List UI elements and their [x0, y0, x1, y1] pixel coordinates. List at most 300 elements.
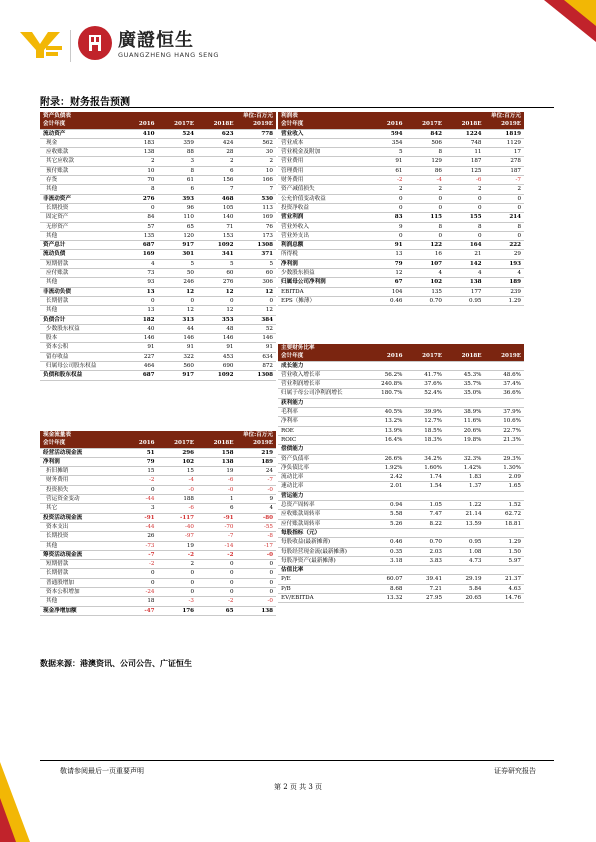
- table-cell: 22.7%: [485, 426, 525, 435]
- table-cell: 1.74: [406, 473, 446, 482]
- table-row: [278, 398, 524, 407]
- table-cell: 222: [485, 241, 525, 250]
- table-cell: 778: [237, 129, 277, 138]
- row-label: 投资损失: [40, 485, 118, 494]
- table-cell: -47: [118, 606, 158, 615]
- seal-icon: [78, 26, 112, 60]
- table-cell: -2: [118, 560, 158, 569]
- table-cell: -7: [237, 476, 277, 485]
- table-cell: 10: [118, 166, 158, 175]
- row-label: 固定资产: [40, 213, 118, 222]
- table-cell: 166: [237, 176, 277, 185]
- table-row: [278, 370, 524, 379]
- table-cell: 21.37: [485, 575, 525, 584]
- table-row: [278, 519, 524, 528]
- table-row: [40, 324, 276, 333]
- table-cell: [485, 398, 525, 407]
- column-header: 2019E: [485, 120, 525, 129]
- table-cell: 1.52: [485, 501, 525, 510]
- table-cell: -4: [406, 176, 446, 185]
- table-cell: [406, 445, 446, 454]
- row-label: 营业外支出: [278, 231, 366, 240]
- table-row: [40, 157, 276, 166]
- row-label: 负债合计: [40, 315, 118, 324]
- table-cell: 7: [237, 185, 277, 194]
- brand-name-cn: 廣證恒生: [118, 30, 194, 51]
- table-cell: 129: [406, 157, 446, 166]
- table-cell: -0: [237, 550, 277, 559]
- row-label: 留存收益: [40, 352, 118, 361]
- row-label: 其它应收款: [40, 157, 118, 166]
- table-row: [278, 435, 524, 444]
- table-cell: 8: [445, 222, 485, 231]
- table-row: [278, 473, 524, 482]
- table-cell: 27.95: [406, 594, 446, 603]
- table-cell: 0: [445, 203, 485, 212]
- table-cell: 1: [197, 495, 237, 504]
- table-row: [40, 296, 276, 305]
- table-cell: 193: [485, 259, 525, 268]
- table-row: [278, 129, 524, 138]
- table-cell: 2: [118, 157, 158, 166]
- table-row: [278, 556, 524, 565]
- table-cell: 687: [118, 371, 158, 380]
- table-cell: 3: [118, 504, 158, 513]
- table-cell: -6: [445, 176, 485, 185]
- row-label: 利润总额: [278, 241, 366, 250]
- table-cell: 32.3%: [445, 454, 485, 463]
- table-cell: 187: [485, 166, 525, 175]
- row-label: P/B: [278, 584, 366, 593]
- table-cell: 12: [158, 306, 198, 315]
- table-cell: 156: [197, 176, 237, 185]
- table-title: 利润表: [278, 112, 445, 120]
- table-cell: [485, 528, 525, 537]
- table-title: 主要财务比率: [278, 344, 524, 352]
- table-row: [40, 588, 276, 597]
- table-cell: 4: [237, 504, 277, 513]
- table-row: [278, 259, 524, 268]
- table-cell: 0: [158, 578, 198, 587]
- table-cell: 60: [197, 269, 237, 278]
- corner-decoration-icon: [534, 0, 596, 42]
- table-row: [40, 467, 276, 476]
- row-label: 总资产周转率: [278, 501, 366, 510]
- table-cell: 107: [406, 259, 446, 268]
- table-cell: 246: [158, 278, 198, 287]
- row-label: 筹资活动现金流: [40, 550, 118, 559]
- table-cell: 371: [237, 250, 277, 259]
- table-cell: 158: [197, 448, 237, 457]
- row-label: 其它: [40, 504, 118, 513]
- column-header: 会计年度: [278, 352, 366, 361]
- table-cell: 182: [118, 315, 158, 324]
- table-cell: -80: [237, 513, 277, 522]
- table-cell: -2: [158, 550, 198, 559]
- table-cell: 8: [485, 222, 525, 231]
- table-cell: 1308: [237, 241, 277, 250]
- row-label: 存货: [40, 176, 118, 185]
- row-label: 公允价值变动收益: [278, 194, 366, 203]
- table-cell: 36.6%: [485, 389, 525, 398]
- row-label: 归属母公司股东权益: [40, 362, 118, 371]
- table-cell: 0: [406, 231, 446, 240]
- table-cell: 73: [118, 269, 158, 278]
- table-cell: 239: [485, 287, 525, 296]
- column-header: 2017E: [158, 120, 198, 129]
- table-cell: 173: [237, 231, 277, 240]
- table-cell: 0: [118, 296, 158, 305]
- table-row: [40, 166, 276, 175]
- row-label: P/E: [278, 575, 366, 584]
- table-cell: 102: [406, 278, 446, 287]
- row-label: 营业利润: [278, 213, 366, 222]
- table-cell: 2.09: [485, 473, 525, 482]
- table-cell: 1.60%: [406, 463, 446, 472]
- row-label: 股本: [40, 334, 118, 343]
- table-row: [278, 584, 524, 593]
- row-label: 营业税金及附加: [278, 148, 366, 157]
- row-label: 速动比率: [278, 482, 366, 491]
- table-cell: 301: [158, 250, 198, 259]
- column-header: 2016: [118, 439, 158, 448]
- table-cell: 1.54: [406, 482, 446, 491]
- table-cell: 29: [485, 250, 525, 259]
- row-label: 现金净增加额: [40, 606, 118, 615]
- footer-report-type: 证券研究报告: [494, 767, 536, 775]
- table-cell: 155: [445, 213, 485, 222]
- table-cell: 56.2%: [366, 370, 406, 379]
- table-cell: 138: [445, 278, 485, 287]
- table-row: [278, 231, 524, 240]
- row-label: 估值比率: [278, 566, 366, 575]
- yf-logo-icon: [20, 28, 64, 62]
- table-row: [278, 213, 524, 222]
- table-cell: 594: [366, 129, 406, 138]
- company-logo: [20, 24, 220, 68]
- table-header-row: [40, 439, 276, 448]
- table-cell: 1.92%: [366, 463, 406, 472]
- table-row: [278, 166, 524, 175]
- table-cell: 524: [158, 129, 198, 138]
- table-cell: [445, 491, 485, 500]
- table-cell: 7.21: [406, 584, 446, 593]
- table-cell: 8: [406, 222, 446, 231]
- table-cell: 4: [445, 269, 485, 278]
- table-row: [278, 417, 524, 426]
- table-cell: 393: [158, 194, 198, 203]
- row-label: 每股收益(最新摊薄): [278, 538, 366, 547]
- cashflow-table: [40, 431, 276, 616]
- table-row: [278, 138, 524, 147]
- table-cell: [366, 361, 406, 370]
- table-cell: 4.73: [445, 556, 485, 565]
- table-cell: 140: [197, 213, 237, 222]
- row-label: 资产负债率: [278, 454, 366, 463]
- table-cell: 872: [237, 362, 277, 371]
- table-cell: 1.42%: [445, 463, 485, 472]
- table-cell: 1308: [237, 371, 277, 380]
- table-cell: [406, 398, 446, 407]
- table-cell: -44: [118, 495, 158, 504]
- table-cell: 5.97: [485, 556, 525, 565]
- brand-name-en: GUANGZHENG HANG SENG: [118, 51, 219, 59]
- table-cell: 13.59: [445, 519, 485, 528]
- table-row: [40, 550, 276, 559]
- balance-sheet-table: [40, 112, 276, 381]
- table-cell: 18.5%: [406, 426, 446, 435]
- table-row: [40, 222, 276, 231]
- table-cell: 65: [197, 606, 237, 615]
- table-cell: 5: [237, 259, 277, 268]
- table-cell: 214: [485, 213, 525, 222]
- title-rule: [40, 107, 554, 108]
- column-header: 2016: [366, 352, 406, 361]
- table-cell: [445, 361, 485, 370]
- table-cell: 453: [197, 352, 237, 361]
- table-cell: 37.6%: [406, 380, 446, 389]
- table-cell: 28: [197, 148, 237, 157]
- table-cell: 17: [485, 148, 525, 157]
- table-cell: 1.65: [485, 482, 525, 491]
- column-header: 2018E: [197, 439, 237, 448]
- table-cell: -6: [197, 476, 237, 485]
- table-cell: 1819: [485, 129, 525, 138]
- column-header: 2018E: [445, 120, 485, 129]
- table-cell: 5: [197, 259, 237, 268]
- table-row: [40, 522, 276, 531]
- table-row: [278, 278, 524, 287]
- table-cell: [445, 528, 485, 537]
- row-label: 营运能力: [278, 491, 366, 500]
- table-cell: 0: [406, 203, 446, 212]
- table-cell: 12.7%: [406, 417, 446, 426]
- table-row: [278, 269, 524, 278]
- table-cell: 410: [118, 129, 158, 138]
- table-cell: -0: [237, 485, 277, 494]
- table-cell: 1092: [197, 371, 237, 380]
- table-cell: 13.2%: [366, 417, 406, 426]
- table-cell: 7.47: [406, 510, 446, 519]
- table-row: [278, 528, 524, 537]
- table-cell: -0: [197, 485, 237, 494]
- row-label: 偿债能力: [278, 445, 366, 454]
- row-label: 长期借款: [40, 569, 118, 578]
- table-cell: 61: [158, 176, 198, 185]
- table-cell: 8.22: [406, 519, 446, 528]
- row-label: 营业外收入: [278, 222, 366, 231]
- table-cell: -7: [485, 176, 525, 185]
- table-cell: -0: [237, 597, 277, 606]
- table-cell: 21: [445, 250, 485, 259]
- table-row: [40, 362, 276, 371]
- table-cell: [406, 491, 446, 500]
- data-source: 数据来源：港澳资讯、公司公告、广证恒生: [40, 658, 192, 668]
- table-row: [40, 606, 276, 615]
- table-cell: -97: [158, 532, 198, 541]
- table-cell: 12: [197, 306, 237, 315]
- footer-rule: [40, 760, 554, 761]
- table-cell: -2: [118, 476, 158, 485]
- row-label: 资产总计: [40, 241, 118, 250]
- table-cell: 45.3%: [445, 370, 485, 379]
- table-cell: 48.6%: [485, 370, 525, 379]
- table-row: [40, 194, 276, 203]
- section-title: 附录：财务报告预测: [40, 97, 130, 108]
- table-title: 现金流量表: [40, 431, 197, 439]
- table-row: [278, 222, 524, 231]
- table-cell: [445, 398, 485, 407]
- table-header-row: [278, 120, 524, 129]
- table-cell: -73: [118, 541, 158, 550]
- table-cell: 187: [445, 157, 485, 166]
- table-cell: 9: [237, 495, 277, 504]
- table-row: [278, 566, 524, 575]
- table-cell: 91: [366, 157, 406, 166]
- row-label: 经营活动现金流: [40, 448, 118, 457]
- table-cell: 1224: [445, 129, 485, 138]
- table-row: [40, 352, 276, 361]
- table-cell: 15: [118, 467, 158, 476]
- table-cell: 4: [118, 259, 158, 268]
- table-row: [40, 343, 276, 352]
- table-cell: [406, 566, 446, 575]
- table-cell: 0: [237, 560, 277, 569]
- table-cell: 146: [158, 334, 198, 343]
- table-cell: 35.7%: [445, 380, 485, 389]
- table-cell: 1.83: [445, 473, 485, 482]
- table-cell: 60.07: [366, 575, 406, 584]
- table-cell: -91: [197, 513, 237, 522]
- table-cell: 18.3%: [406, 435, 446, 444]
- table-cell: -8: [237, 532, 277, 541]
- table-cell: 39.9%: [406, 408, 446, 417]
- table-row: [278, 380, 524, 389]
- table-cell: 37.4%: [485, 380, 525, 389]
- table-unit: 单位:百万元: [445, 112, 524, 120]
- table-cell: 135: [406, 287, 446, 296]
- table-row: [40, 541, 276, 550]
- table-cell: -2: [197, 550, 237, 559]
- table-cell: 26.6%: [366, 454, 406, 463]
- column-header: 2016: [118, 120, 158, 129]
- table-cell: 138: [118, 148, 158, 157]
- table-cell: 12: [237, 306, 277, 315]
- table-cell: 88: [158, 148, 198, 157]
- table-row: [278, 361, 524, 370]
- table-cell: 146: [237, 334, 277, 343]
- table-cell: 296: [158, 448, 198, 457]
- row-label: 归属母公司净利润: [278, 278, 366, 287]
- table-row: [278, 148, 524, 157]
- table-cell: 16: [406, 250, 446, 259]
- table-cell: 1.29: [485, 296, 525, 305]
- row-label: 净利润: [278, 259, 366, 268]
- table-cell: 48: [197, 324, 237, 333]
- table-row: [40, 203, 276, 212]
- table-cell: 0: [237, 569, 277, 578]
- row-label: 其他: [40, 597, 118, 606]
- table-cell: 26: [118, 532, 158, 541]
- row-label: 投资净收益: [278, 203, 366, 212]
- row-label: 其他: [40, 541, 118, 550]
- table-row: [40, 241, 276, 250]
- table-cell: 1.05: [406, 501, 446, 510]
- table-cell: 15: [158, 467, 198, 476]
- table-row: [40, 250, 276, 259]
- row-label: 非流动负债: [40, 287, 118, 296]
- table-cell: [485, 566, 525, 575]
- table-cell: 142: [445, 259, 485, 268]
- table-title-row: [40, 112, 276, 120]
- table-row: [40, 371, 276, 380]
- table-row: [278, 408, 524, 417]
- table-cell: 41.7%: [406, 370, 446, 379]
- row-label: 财务费用: [40, 476, 118, 485]
- table-cell: 86: [406, 166, 446, 175]
- table-cell: 0.95: [445, 296, 485, 305]
- table-cell: 0: [158, 569, 198, 578]
- row-label: 每股指标（元）: [278, 528, 366, 537]
- table-cell: 51: [118, 448, 158, 457]
- row-label: 短期借款: [40, 560, 118, 569]
- table-cell: 4: [406, 269, 446, 278]
- table-cell: 20.6%: [445, 426, 485, 435]
- row-label: 营业成本: [278, 138, 366, 147]
- table-cell: 13.32: [366, 594, 406, 603]
- row-label: 少数股东权益: [40, 324, 118, 333]
- table-cell: -7: [118, 550, 158, 559]
- column-header: 2017E: [406, 352, 446, 361]
- column-header: 2016: [366, 120, 406, 129]
- table-cell: 84: [118, 213, 158, 222]
- table-cell: 2: [406, 185, 446, 194]
- table-cell: 79: [366, 259, 406, 268]
- table-row: [40, 532, 276, 541]
- table-cell: 8: [158, 166, 198, 175]
- table-cell: 1.22: [445, 501, 485, 510]
- column-header: 2017E: [406, 120, 446, 129]
- table-cell: 12: [366, 269, 406, 278]
- table-cell: -40: [158, 522, 198, 531]
- table-title: 资产负债表: [40, 112, 197, 120]
- table-cell: [366, 398, 406, 407]
- table-row: [40, 306, 276, 315]
- table-cell: 353: [197, 315, 237, 324]
- table-cell: 5.58: [366, 510, 406, 519]
- row-label: 营业收入: [278, 129, 366, 138]
- table-cell: -14: [197, 541, 237, 550]
- table-cell: 0: [118, 203, 158, 212]
- table-cell: 13: [366, 250, 406, 259]
- table-cell: 276: [197, 278, 237, 287]
- table-cell: 65: [158, 222, 198, 231]
- row-label: 管理费用: [278, 166, 366, 175]
- table-cell: -2: [366, 176, 406, 185]
- table-cell: 2.03: [406, 547, 446, 556]
- table-cell: 0: [485, 203, 525, 212]
- table-cell: 12: [158, 287, 198, 296]
- table-cell: 146: [118, 334, 158, 343]
- table-cell: 3: [158, 157, 198, 166]
- table-cell: 19: [158, 541, 198, 550]
- table-cell: [366, 491, 406, 500]
- table-cell: -7: [197, 532, 237, 541]
- table-cell: 70: [118, 176, 158, 185]
- table-row: [40, 578, 276, 587]
- table-cell: 57: [118, 222, 158, 231]
- table-row: [278, 538, 524, 547]
